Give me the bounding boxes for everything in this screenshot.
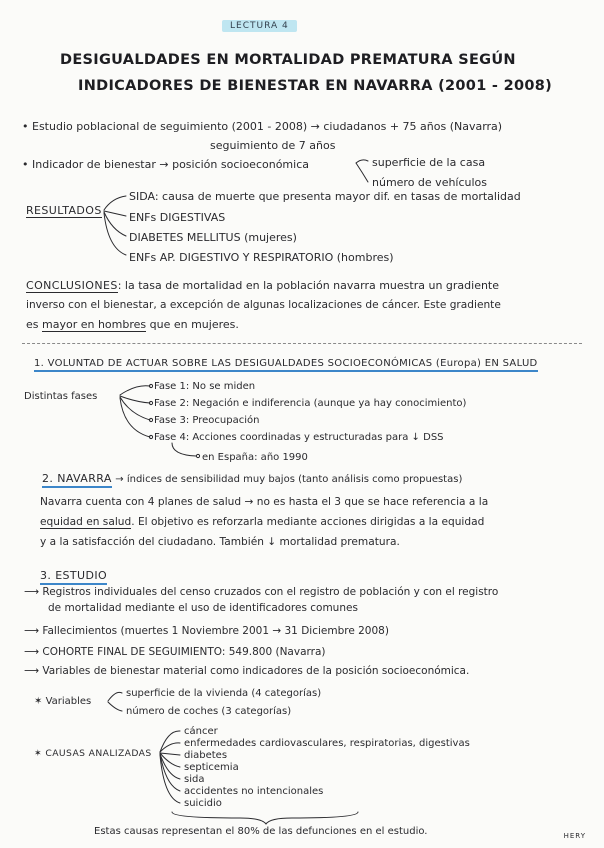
estudio-arrow-3-text: COHORTE FINAL DE SEGUIMIENTO: 549.800 (Navarra) [42, 646, 326, 658]
causa-7: suicidio [184, 798, 222, 809]
estudio-arrow-2-text: Fallecimientos (muertes 1 Noviembre 2001 → 31 Diciembre 2008) [42, 625, 389, 637]
indicador-option-2: número de vehículos [372, 176, 488, 189]
title-line-1: DESIGUALDADES EN MORTALIDAD PREMATURA SEGÚN [60, 52, 516, 68]
lectura-tag: LECTURA 4 [222, 20, 297, 32]
section-2-line-3: y a la satisfacción del ciudadano. También ↓ mortalidad prematura. [40, 536, 400, 548]
conclusiones-text-1: : la tasa de mortalidad en la población navarra muestra un gradiente [117, 279, 500, 292]
bullet-estudio-text: Estudio poblacional de seguimiento (2001 - 2008) → ciudadanos + 75 años (Navarra) [32, 120, 503, 133]
separator [22, 343, 582, 344]
indicador-option-1: superficie de la casa [372, 156, 486, 169]
section-2-line-1: Navarra cuenta con 4 planes de salud → no es hasta el 3 que se hace referencia a la [40, 496, 489, 508]
resultado-3: DIABETES MELLITUS (mujeres) [129, 231, 297, 244]
estudio-arrow-3: ⟶ COHORTE FINAL DE SEGUIMIENTO: 549.800 (Navarra) [24, 646, 326, 658]
section-2-line-2 [40, 516, 484, 529]
resultado-2: ENFs DIGESTIVAS [129, 211, 226, 224]
causa-1: cáncer [184, 726, 218, 737]
section-1-heading [34, 358, 538, 369]
causa-4: septicemia [184, 762, 239, 773]
resultados-label [26, 204, 102, 217]
fases-label: Distintas fases [24, 391, 98, 402]
causas-footer: Estas causas representan el 80% de las defunciones en el estudio. [94, 826, 428, 837]
conclusiones-line-3 [26, 318, 239, 331]
conclusiones-line-2: inverso con el bienestar, a excepción de algunas localizaciones de cáncer. Este gradiente [26, 299, 501, 311]
bullet-estudio: • Estudio poblacional de seguimiento (2001 - 2008) → ciudadanos + 75 años (Navarra) [22, 120, 503, 133]
fase-2: Fase 2: Negación e indiferencia (aunque ya hay conocimiento) [154, 398, 467, 409]
conclusiones-underlined: mayor en hombres [42, 318, 147, 331]
fase-4: Fase 4: Acciones coordinadas y estructuradas para ↓ DSS [154, 432, 444, 443]
section-2-heading-rest: → índices de sensibilidad muy bajos (tanto análisis como propuestas) [115, 474, 463, 485]
fase-espana: en España: año 1990 [202, 452, 308, 463]
resultados-label-text: RESULTADOS [26, 204, 102, 217]
causas-label-text: CAUSAS ANALIZADAS [45, 748, 152, 759]
fase-1: Fase 1: No se miden [154, 381, 256, 392]
conclusiones-prefix: es [26, 318, 39, 331]
estudio-arrow-1-cont: de mortalidad mediante el uso de identificadores comunes [48, 602, 358, 614]
estudio-arrow-1: ⟶ Registros individuales del censo cruzados con el registro de población y con el registro [24, 586, 499, 598]
bullet-indicador-text: Indicador de bienestar → posición socioeconómica [32, 158, 309, 171]
section-2-equidad: equidad en salud [40, 516, 132, 528]
resultado-4: ENFs AP. DIGESTIVO Y RESPIRATORIO (hombres) [129, 251, 394, 264]
estudio-arrow-4-text: Variables de bienestar material como indicadores de la posición socioeconómica. [42, 665, 470, 677]
indicador-branch-bottom [356, 163, 368, 182]
causa-5: sida [184, 774, 205, 785]
variables-label-text: Variables [45, 696, 92, 707]
causas-label: ✶ CAUSAS ANALIZADAS [34, 748, 152, 759]
conclusiones-suffix: que en mujeres. [149, 318, 239, 331]
signature: HERY [563, 832, 586, 840]
causa-6: accidentes no intencionales [184, 786, 324, 797]
section-3-heading: 3. ESTUDIO [40, 569, 107, 585]
title-line-2: INDICADORES DE BIENESTAR EN NAVARRA (2001 - 2008) [78, 78, 553, 94]
causa-2: enfermedades cardiovasculares, respiratorias, digestivas [184, 738, 470, 749]
section-2-line-2-rest: . El objetivo es reforzarla mediante acciones dirigidas a la equidad [131, 516, 485, 528]
conclusiones-label: CONCLUSIONES [26, 279, 118, 292]
section-2-heading: 2. NAVARRA [42, 472, 112, 488]
section-2-heading-line [42, 472, 462, 486]
variables-label: ✶ Variables [34, 696, 92, 707]
variable-2: número de coches (3 categorías) [126, 706, 292, 717]
fase-3: Fase 3: Preocupación [154, 415, 260, 426]
causa-3: diabetes [184, 750, 228, 761]
estudio-arrow-2: ⟶ Fallecimientos (muertes 1 Noviembre 2001 → 31 Diciembre 2008) [24, 625, 389, 637]
variable-1: superficie de la vivienda (4 categorías) [126, 688, 322, 699]
estudio-arrow-4: ⟶ Variables de bienestar material como indicadores de la posición socioeconómica. [24, 665, 470, 677]
section-1-heading-text: 1. VOLUNTAD DE ACTUAR SOBRE LAS DESIGUALDADES SOCIOECONÓMICAS (Europa) EN SALUD [34, 358, 538, 372]
bullet-estudio-sub: seguimiento de 7 años [210, 139, 336, 152]
indicador-branch-top [356, 160, 368, 163]
bullet-indicador: • Indicador de bienestar → posición socioeconómica [22, 158, 309, 171]
estudio-arrow-1-text: Registros individuales del censo cruzados con el registro de población y con el registro [42, 586, 499, 598]
section-3-heading-line [40, 569, 107, 582]
resultado-1: SIDA: causa de muerte que presenta mayor dif. en tasas de mortalidad [129, 190, 521, 203]
conclusiones-line-1 [26, 279, 499, 292]
